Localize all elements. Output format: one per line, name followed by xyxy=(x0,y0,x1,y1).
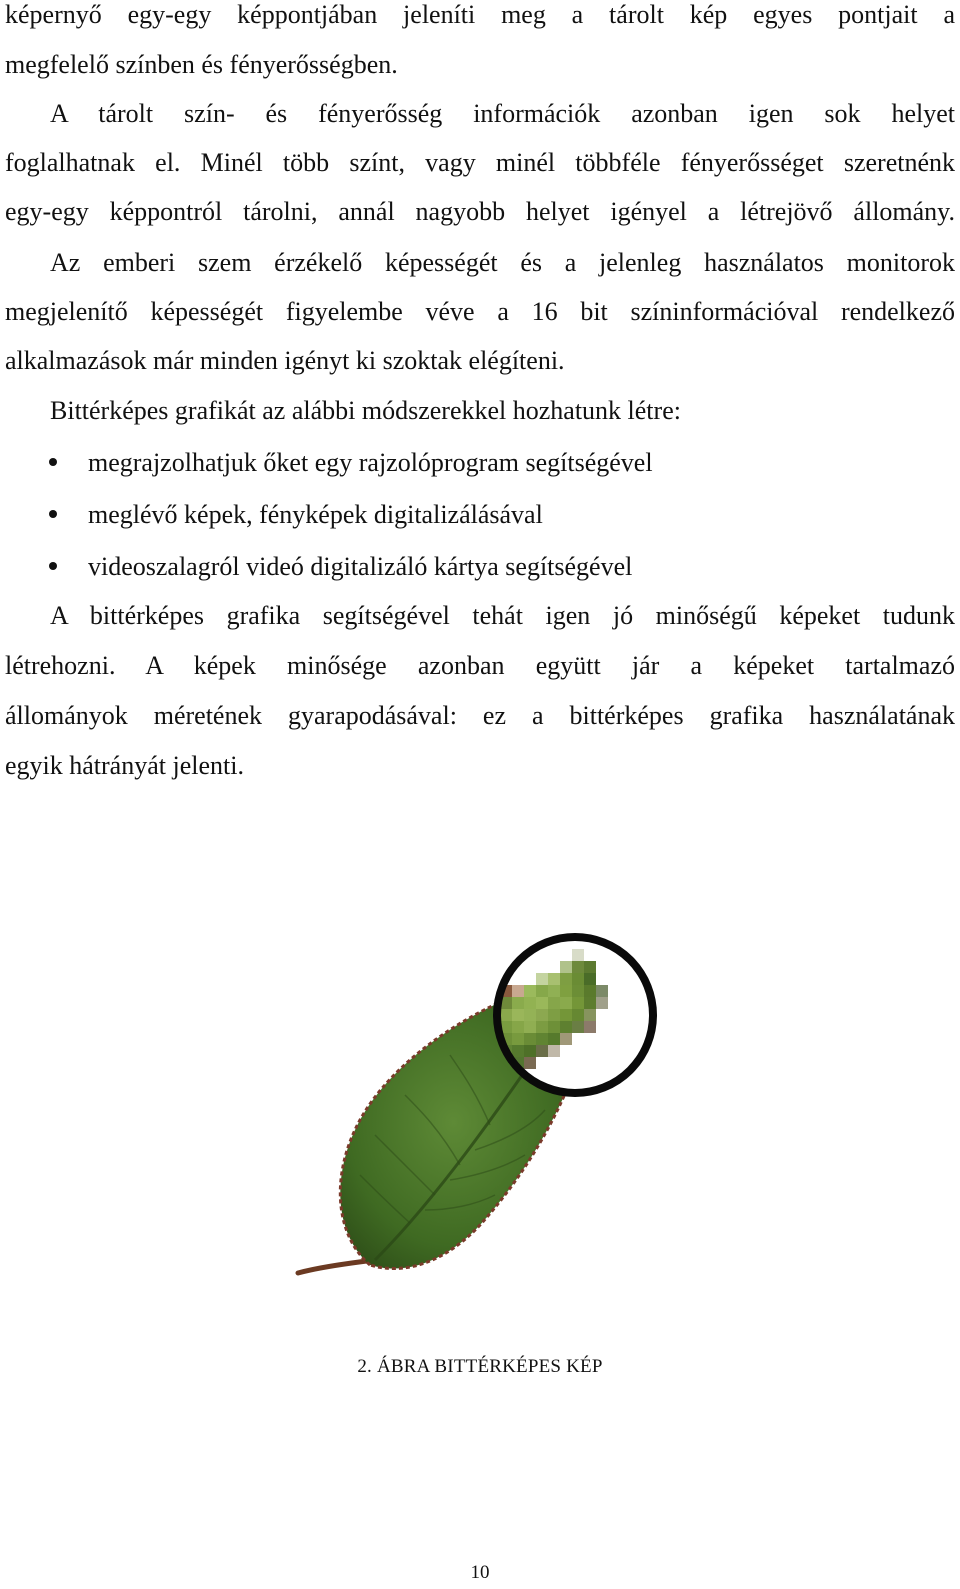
paragraph-line: alkalmazások már minden igényt ki szoktak elégíteni. xyxy=(5,346,565,375)
list-item-text: videoszalagról videó digitalizáló kártya segítségével xyxy=(88,552,633,581)
bullet-icon xyxy=(49,458,57,466)
paragraph-line: egy-egy képpontról tárolni, annál nagyobb helyet igényel a létrejövő állomány. xyxy=(5,197,955,226)
figure-caption: 2. ÁBRA BITTÉRKÉPES KÉP xyxy=(357,1356,603,1377)
paragraph-line: képernyő egy-egy képpontjában jeleníti meg a tárolt kép egyes pontjait a xyxy=(5,0,955,29)
paragraph-line: létrehozni. A képek minősége azonban együtt jár a képeket tartalmazó xyxy=(5,651,955,680)
paragraph-line: A tárolt szín- és fényerősség információk azonban igen sok helyet xyxy=(50,99,955,128)
paragraph-line: megjelenítő képességét figyelembe véve a 16 bit színinformációval rendelkező xyxy=(5,297,955,326)
list-item-text: meglévő képek, fényképek digitalizálásával xyxy=(88,500,543,529)
page-number: 10 xyxy=(470,1562,490,1583)
paragraph-line: Az emberi szem érzékelő képességét és a jelenleg használatos monitorok xyxy=(50,248,955,277)
pixelated-leaf-icon xyxy=(290,905,690,1305)
bullet-icon xyxy=(49,510,57,518)
bullet-icon xyxy=(49,562,57,570)
paragraph-line: állományok méretének gyarapodásával: ez a bittérképes grafika használatának xyxy=(5,701,955,730)
paragraph-line: egyik hátrányát jelenti. xyxy=(5,751,244,780)
leaf-stem xyxy=(298,1260,375,1273)
paragraph-line: foglalhatnak el. Minél több színt, vagy minél többféle fényerősséget szeretnénk xyxy=(5,148,955,177)
paragraph-line: Bittérképes grafikát az alábbi módszerekkel hozhatunk létre: xyxy=(50,396,681,425)
paragraph-line: megfelelő színben és fényerősségben. xyxy=(5,50,398,79)
paragraph-line: A bittérképes grafika segítségével tehát igen jó minőségű képeket tudunk xyxy=(50,601,955,630)
list-item-text: megrajzolhatjuk őket egy rajzolóprogram segítségével xyxy=(88,448,653,477)
